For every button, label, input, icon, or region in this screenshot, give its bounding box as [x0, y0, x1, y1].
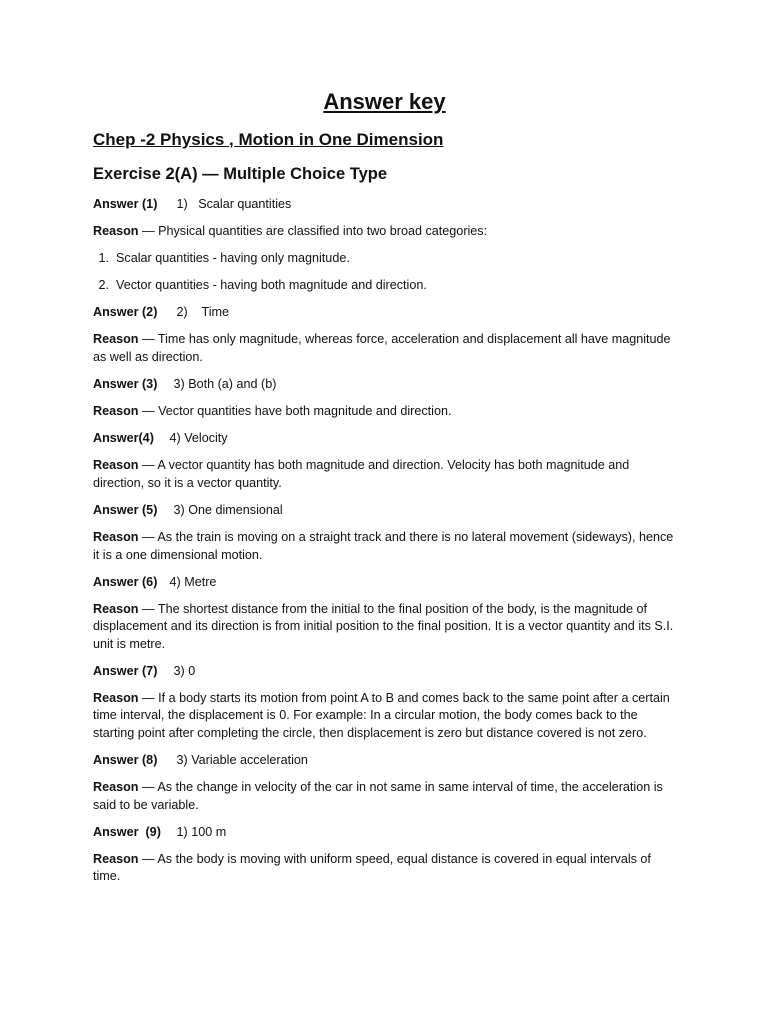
page-title: Answer key	[323, 89, 446, 114]
list-item-text: Vector quantities - having both magnitude and direction.	[116, 278, 427, 293]
answer-value: 2) Time	[176, 305, 229, 320]
reason-label: Reason	[93, 332, 139, 347]
reason-text: As the train is moving on a straight track and there is no lateral movement (sideways), hence it is a one dimensional motion.	[93, 530, 674, 562]
reason-label: Reason	[93, 458, 139, 473]
answer-line	[93, 663, 676, 681]
list-item	[93, 277, 676, 295]
reason-text: Vector quantities have both magnitude and direction.	[158, 404, 452, 419]
reason-text: Physical quantities are classified into two broad categories:	[158, 224, 488, 239]
reason-paragraph	[93, 779, 676, 814]
reason-paragraph	[93, 403, 676, 421]
reason-dash: —	[138, 224, 159, 239]
reason-paragraph	[93, 223, 676, 241]
reason-text: If a body starts its motion from point A to B and comes back to the same point after a certain time interval, the displacement is 0. For example: In a circular motion, the body comes back to the starting point after completing the circle, then displacement is zero but distance covered is not zero.	[93, 690, 670, 740]
reason-dash: —	[138, 601, 158, 616]
answer-label: Answer (5)	[93, 502, 158, 517]
answer-value: 3) 0	[173, 663, 196, 678]
answer-label: Answer (9)	[93, 824, 161, 839]
reason-paragraph	[93, 690, 676, 743]
answer-label: Answer (1)	[93, 197, 158, 211]
answer-line	[93, 574, 676, 592]
reason-text: A vector quantity has both magnitude and direction. Velocity has both magnitude and direction, so it is a vector quantity.	[93, 458, 630, 490]
category-list	[93, 250, 676, 295]
reason-dash: —	[138, 851, 158, 866]
answer-value: 3) Variable acceleration	[176, 753, 308, 767]
answer-value: 4) Metre	[169, 574, 217, 589]
answer-value: 1) Scalar quantities	[176, 197, 292, 211]
answer-label: Answer (6)	[93, 574, 158, 589]
reason-text: Time has only magnitude, whereas force, acceleration and displacement all have magnitude as well as direction.	[93, 332, 671, 364]
reason-paragraph	[93, 457, 676, 492]
reason-dash: —	[138, 404, 159, 419]
reason-label: Reason	[93, 224, 139, 239]
list-item-number: 2.	[98, 278, 109, 293]
reason-dash: —	[138, 690, 159, 705]
reason-label: Reason	[93, 404, 139, 419]
reason-dash: —	[138, 332, 158, 347]
list-item-number: 1.	[98, 251, 109, 266]
answer-value: 1) 100 m	[176, 824, 227, 839]
answer-line	[93, 376, 676, 394]
answer-label: Answer (8)	[93, 753, 158, 767]
reason-paragraph	[93, 851, 676, 886]
chapter-heading: Chep -2 Physics , Motion in One Dimension	[93, 130, 444, 149]
reason-dash: —	[138, 530, 158, 545]
reason-label: Reason	[93, 851, 139, 866]
answer-line	[93, 824, 676, 842]
list-item	[93, 250, 676, 268]
answer-label: Answer (2)	[93, 305, 158, 320]
reason-paragraph	[93, 601, 676, 654]
answer-line	[93, 196, 676, 214]
reason-text: As the change in velocity of the car in not same in same interval of time, the acceleration is said to be variable.	[93, 780, 663, 812]
answer-line	[93, 502, 676, 520]
answer-line	[93, 304, 676, 322]
answer-value: 3) Both (a) and (b)	[173, 377, 277, 392]
answer-value: 4) Velocity	[169, 431, 228, 446]
reason-label: Reason	[93, 690, 139, 705]
reason-text: As the body is moving with uniform speed, equal distance is covered in equal intervals of time.	[93, 851, 651, 884]
answer-value: 3) One dimensional	[173, 502, 283, 517]
list-item-text: Scalar quantities - having only magnitude.	[116, 251, 350, 266]
reason-dash: —	[138, 458, 158, 473]
answer-line	[93, 752, 676, 770]
reason-label: Reason	[93, 601, 139, 616]
reason-label: Reason	[93, 530, 139, 545]
answer-line	[93, 430, 676, 448]
reason-dash: —	[138, 780, 158, 795]
answer-label: Answer(4)	[93, 431, 154, 446]
reason-text: The shortest distance from the initial to the final position of the body, is the magnitude of displacement and its direction is from initial position to the final position. It is a vector quantity and its S.I. unit is metre.	[93, 601, 674, 651]
exercise-heading: Exercise 2(A) — Multiple Choice Type	[93, 165, 388, 183]
answer-label: Answer (3)	[93, 377, 158, 392]
reason-paragraph	[93, 529, 676, 564]
reason-paragraph	[93, 331, 676, 366]
answer-label: Answer (7)	[93, 663, 158, 678]
reason-label: Reason	[93, 780, 139, 795]
